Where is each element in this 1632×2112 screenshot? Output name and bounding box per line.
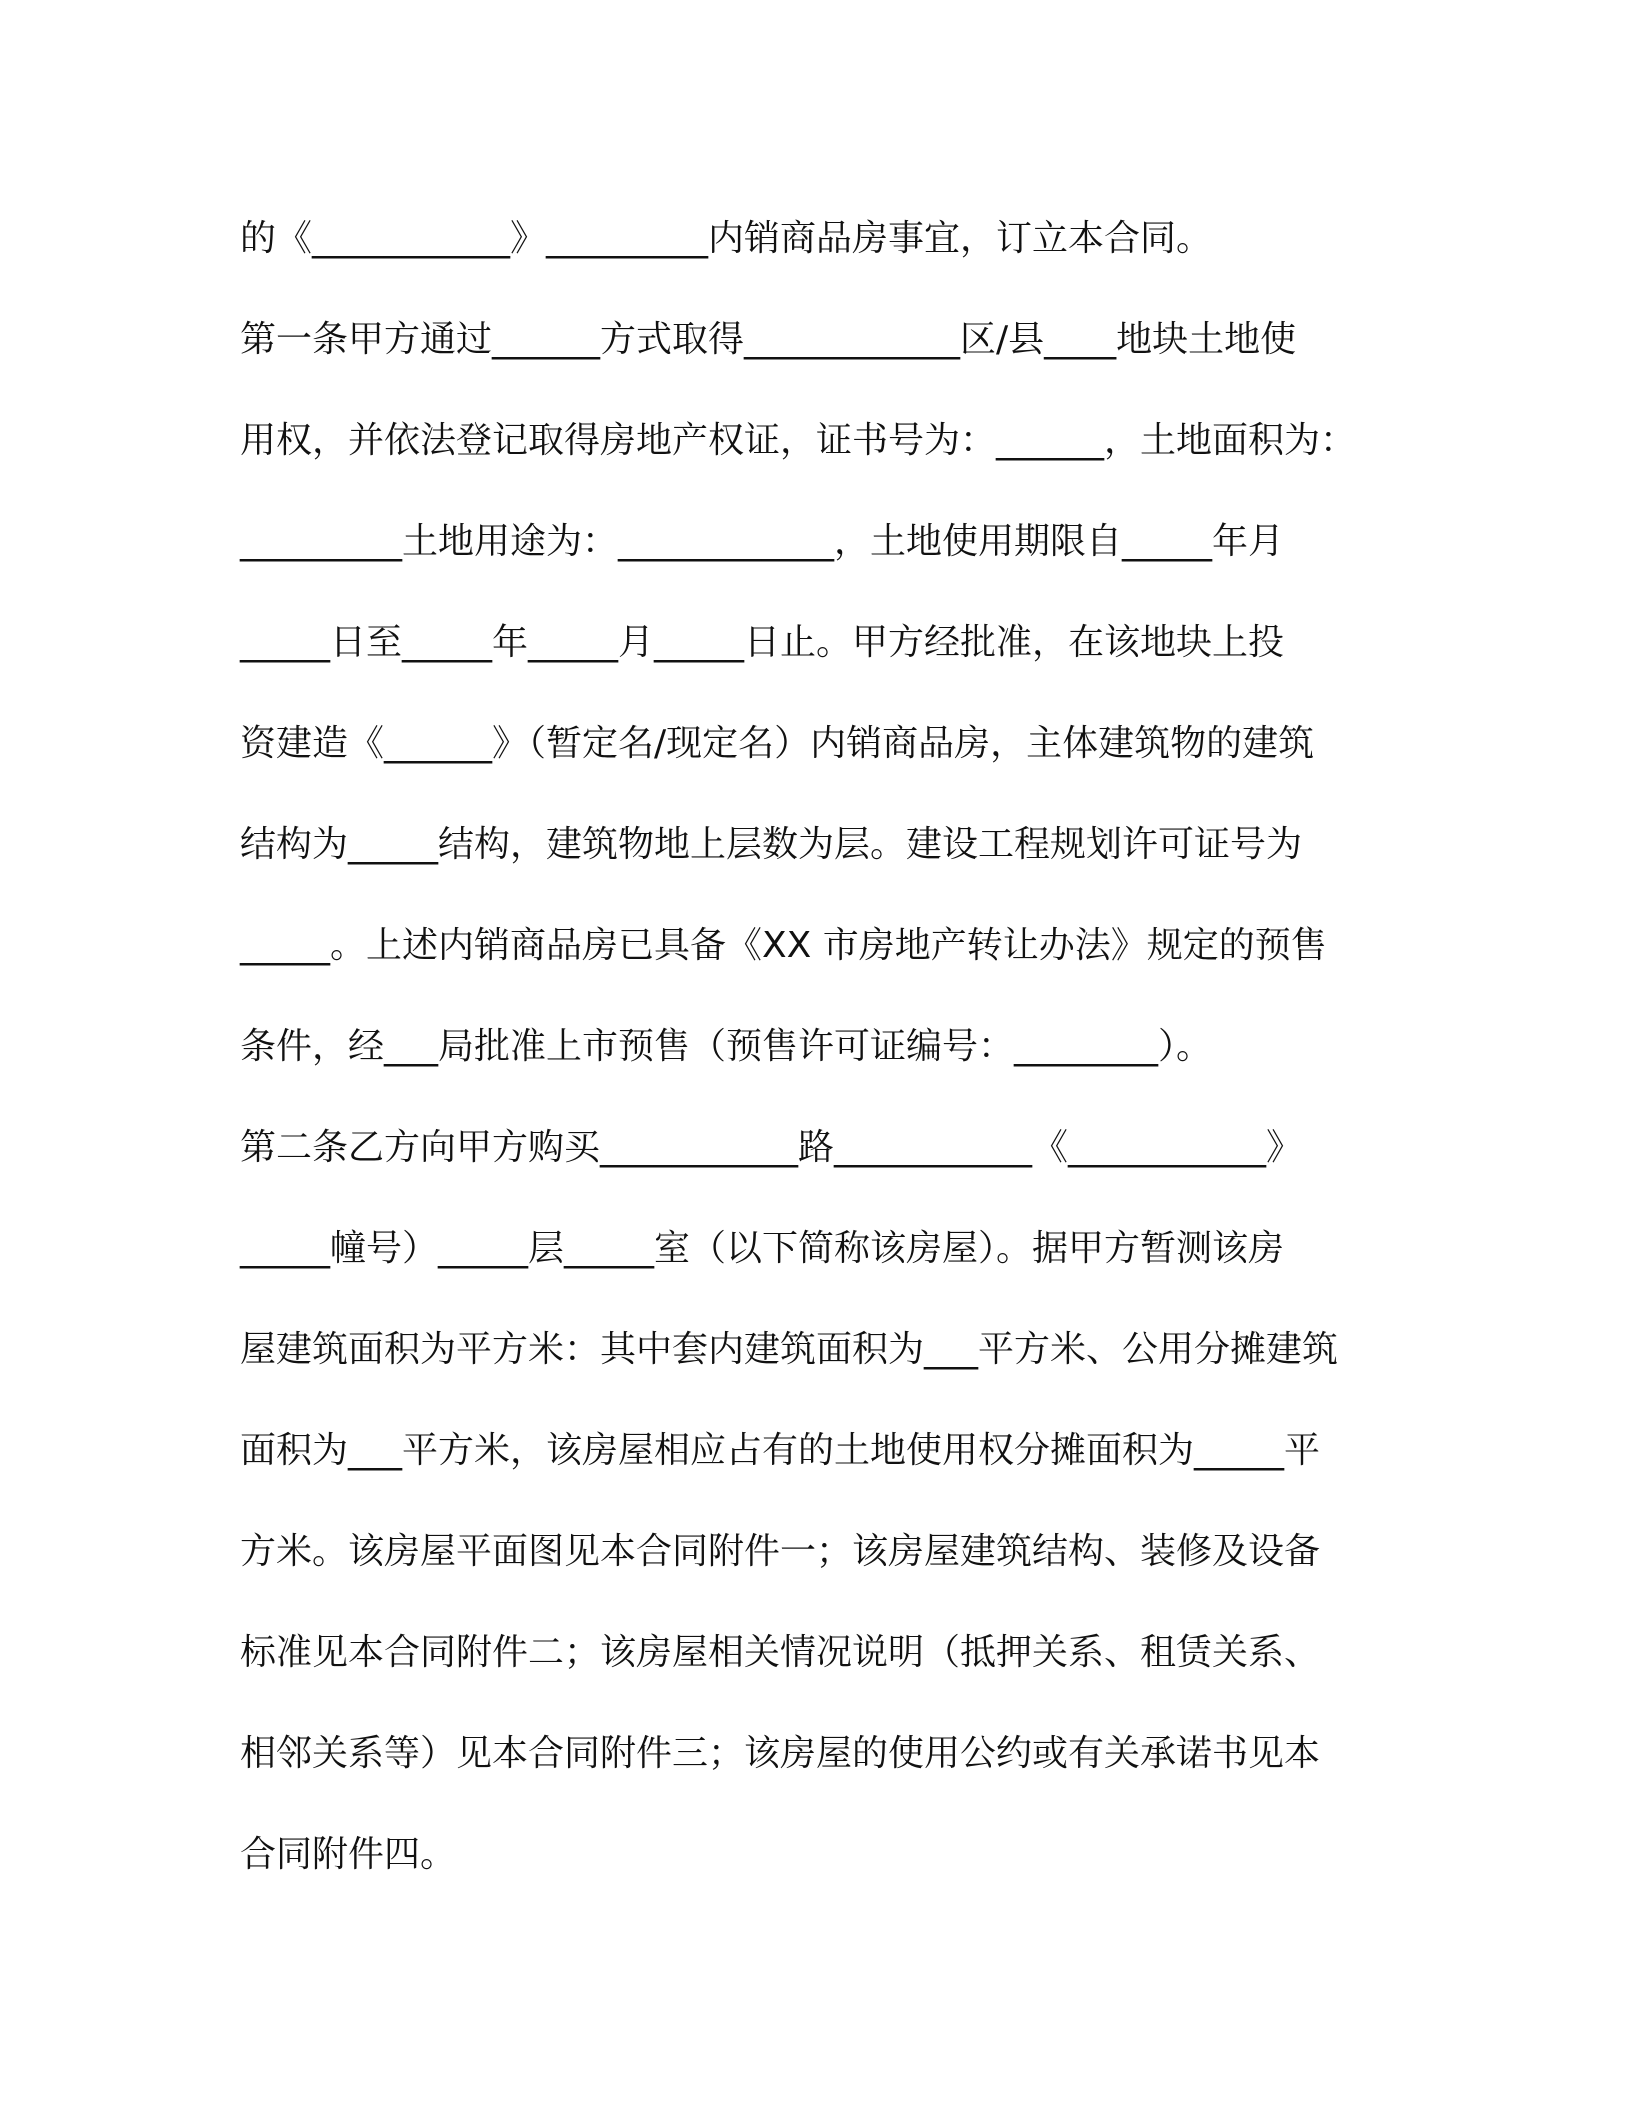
text-line: _________土地用途为：____________，土地使用期限自_____年月 — [240, 521, 1285, 562]
text-line: _____。上述内销商品房已具备《XX 市房地产转让办法》规定的预售 — [240, 925, 1327, 966]
text-line: 结构为_____结构，建筑物地上层数为层。建设工程规划许可证号为 — [240, 824, 1303, 865]
text-line: _____幢号）_____层_____室（以下简称该房屋）。据甲方暂测该房 — [240, 1228, 1285, 1269]
text-line: 屋建筑面积为平方米：其中套内建筑面积为___平方米、公用分摊建筑 — [240, 1329, 1339, 1370]
text-line: 用权，并依法登记取得房地产权证，证书号为：______，土地面积为： — [240, 420, 1357, 461]
contract-text-body — [240, 188, 1400, 1905]
text-line: 第一条甲方通过______方式取得____________区/县____地块土地使 — [240, 319, 1297, 360]
text-line: 条件，经___局批准上市预售（预售许可证编号：________）。 — [240, 1026, 1213, 1067]
text-line: 相邻关系等）见本合同附件三；该房屋的使用公约或有关承诺书见本 — [240, 1733, 1321, 1774]
text-line: 资建造《______》（暂定名/现定名）内销商品房，主体建筑物的建筑 — [240, 723, 1315, 764]
text-line: _____日至_____年_____月_____日止。甲方经批准，在该地块上投 — [240, 622, 1285, 663]
text-line: 的《___________》_________内销商品房事宜，订立本合同。 — [240, 218, 1213, 259]
text-line: 面积为___平方米，该房屋相应占有的土地使用权分摊面积为_____平 — [240, 1430, 1321, 1471]
text-line: 合同附件四。 — [240, 1834, 457, 1875]
text-line: 标准见本合同附件二；该房屋相关情况说明（抵押关系、租赁关系、 — [240, 1632, 1321, 1673]
text-line: 方米。该房屋平面图见本合同附件一；该房屋建筑结构、装修及设备 — [240, 1531, 1321, 1572]
text-line: 第二条乙方向甲方购买___________路___________《___________》 — [240, 1127, 1303, 1168]
